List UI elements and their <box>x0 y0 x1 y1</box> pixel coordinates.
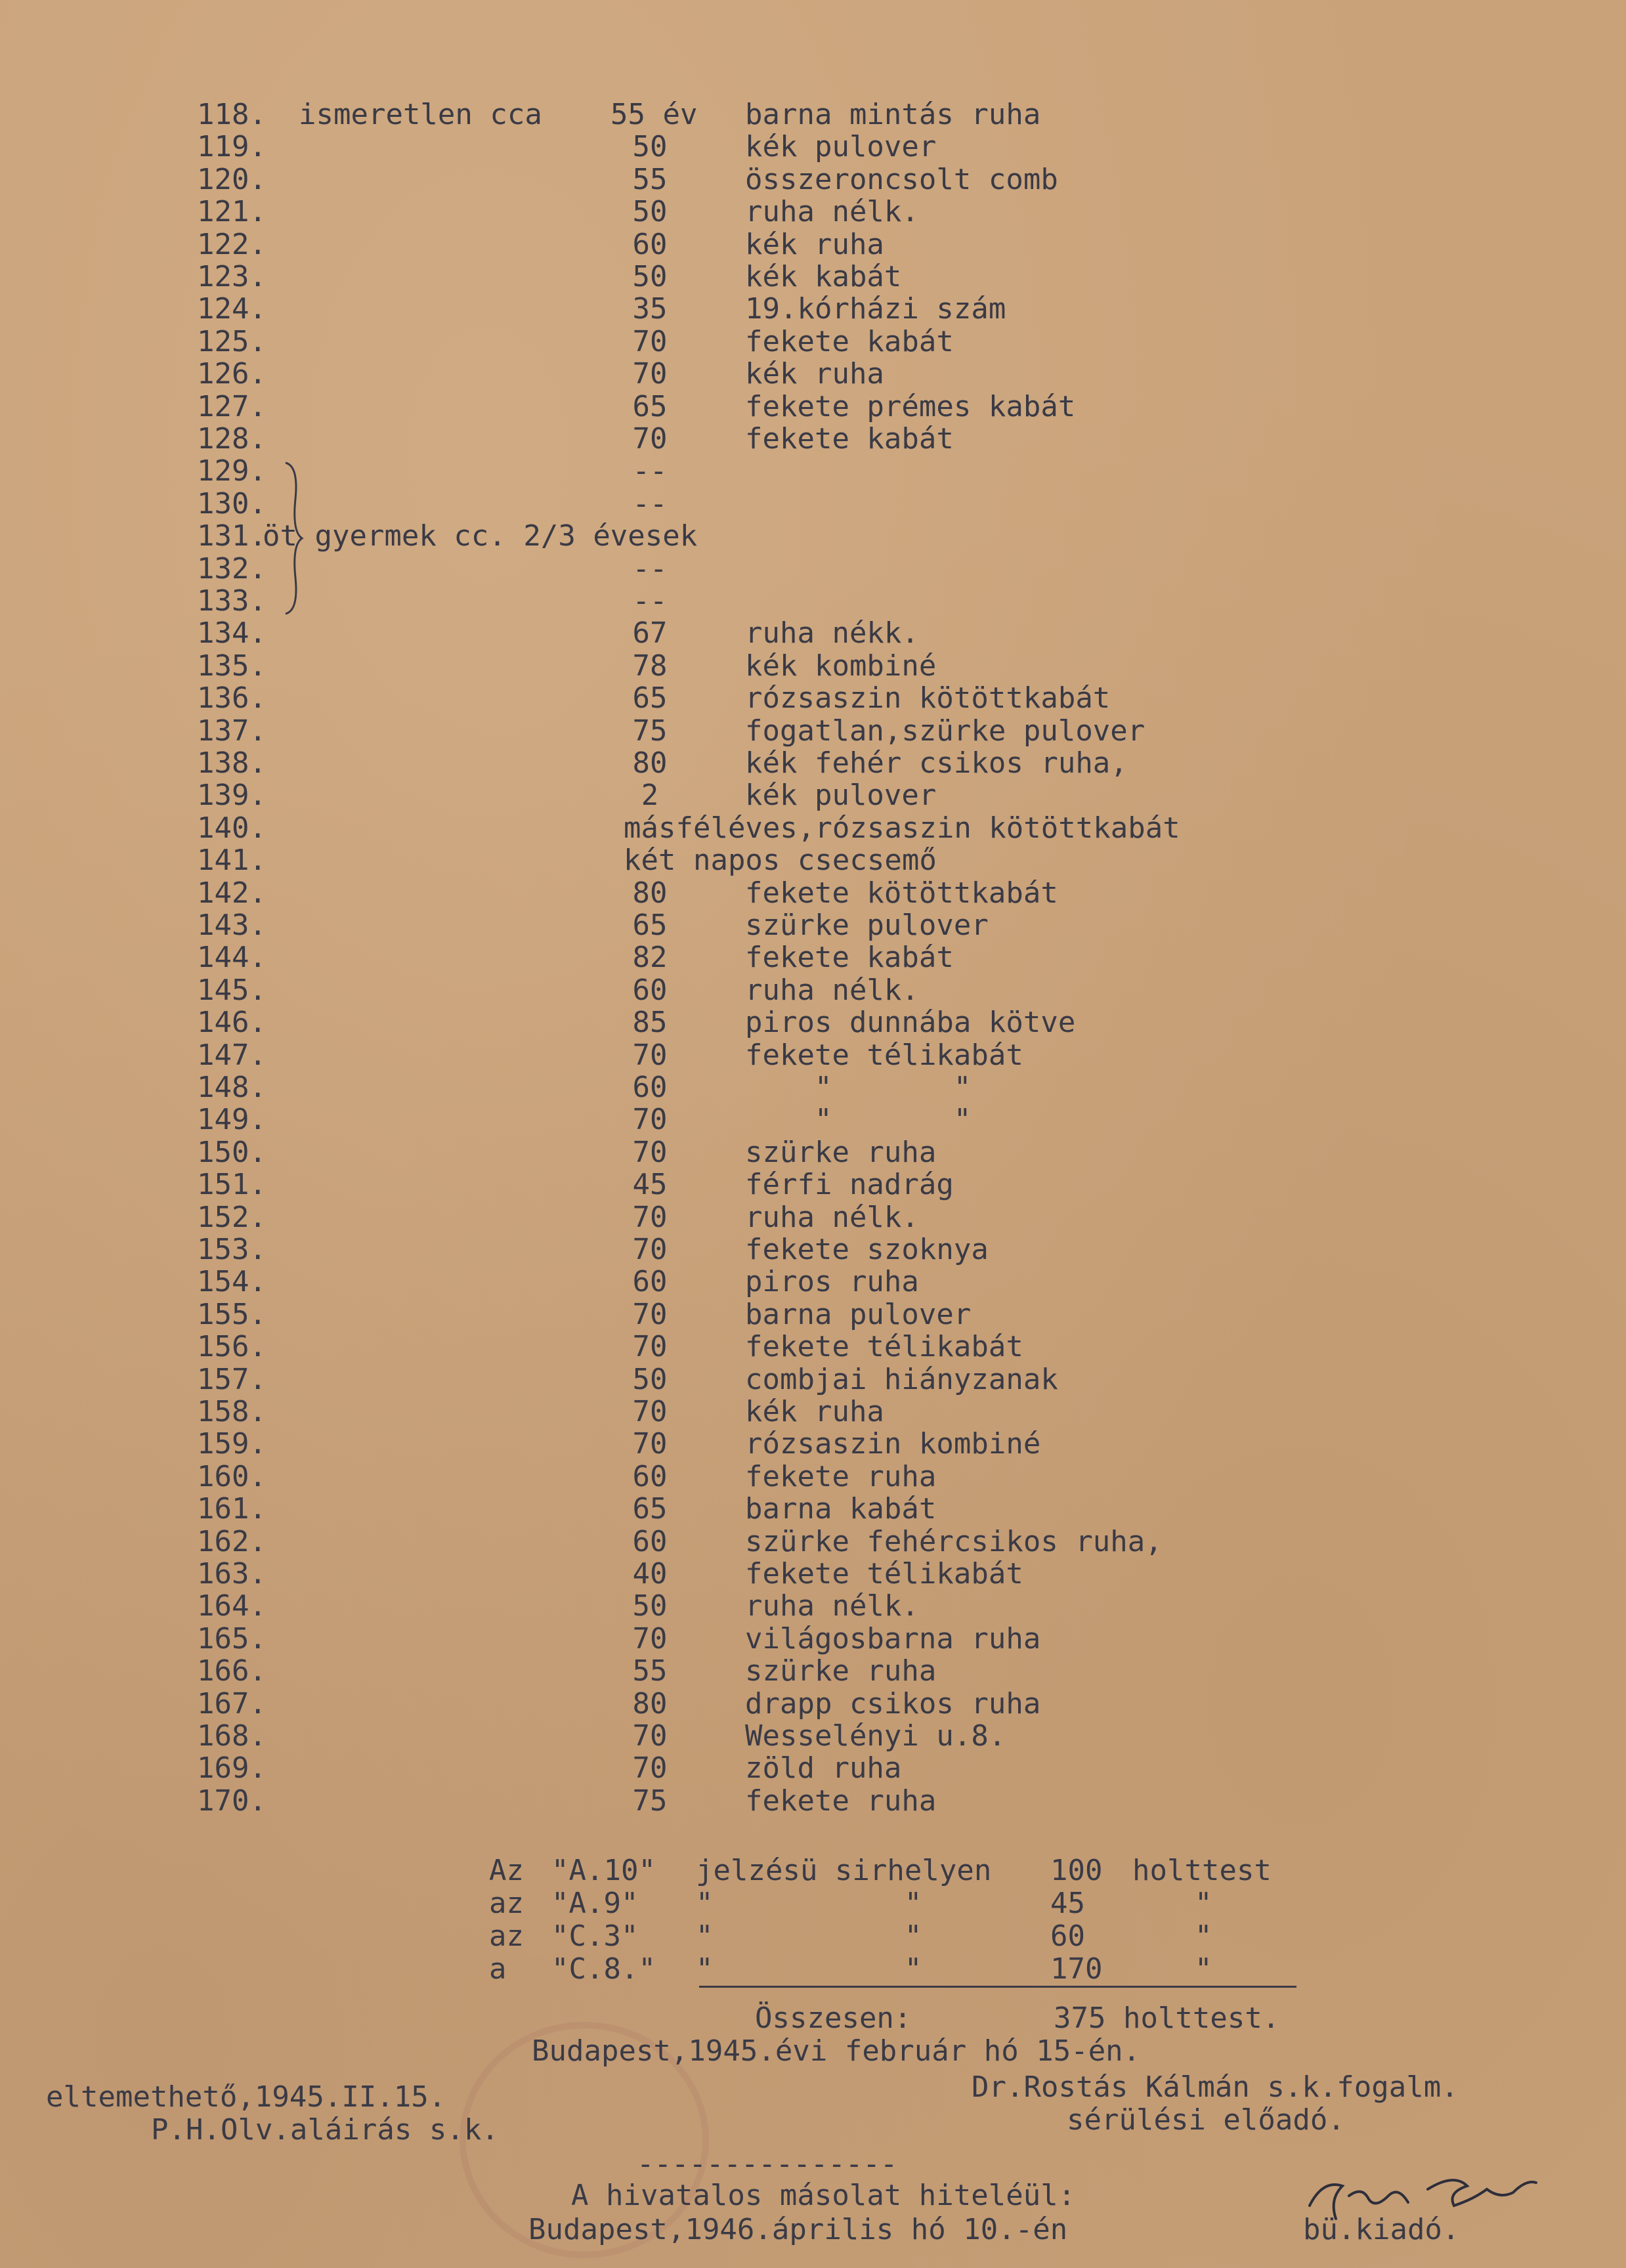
entry-number: 128. <box>197 422 267 456</box>
entry-description: drapp csikos ruha <box>745 1687 1041 1721</box>
entry-age: -- <box>632 454 668 488</box>
entry-name: öt gyermek cc. 2/3 évesek <box>263 519 698 553</box>
entry-number: 137. <box>197 714 267 748</box>
total-value: 375 holttest. <box>1054 2001 1280 2035</box>
copy-certification: A hivatalos másolat hiteléül: <box>571 2179 1076 2212</box>
summary-prefix: az <box>489 1887 524 1920</box>
entry-age: 55 <box>632 1654 668 1688</box>
entry-number: 122. <box>197 228 267 261</box>
summary-label: " " <box>696 1887 922 1920</box>
entry-description: zöld ruha <box>745 1751 902 1785</box>
total-label: Összesen: <box>755 2001 912 2035</box>
entry-number: 166. <box>197 1654 267 1688</box>
entry-number: 160. <box>197 1460 267 1493</box>
summary-count: 45 <box>1050 1887 1085 1920</box>
entry-description: fekete szoknya <box>745 1233 989 1266</box>
entry-age: 60 <box>632 1525 668 1558</box>
summary-label: jelzésü sirhelyen <box>696 1854 992 1887</box>
copy-date: Budapest,1946.április hó 10.-én <box>528 2213 1068 2246</box>
entry-age: 60 <box>632 1265 668 1298</box>
bracket-mark <box>282 460 309 617</box>
entry-description: szürke ruha <box>745 1654 937 1688</box>
entry-number: 134. <box>197 616 267 650</box>
entry-description: rózsaszin kötöttkabát <box>745 681 1111 715</box>
entry-description: fekete kabát <box>745 941 954 974</box>
entry-number: 158. <box>197 1395 267 1428</box>
entry-age: 65 <box>632 390 668 423</box>
entry-number: 170. <box>197 1784 267 1818</box>
entry-number: 169. <box>197 1751 267 1785</box>
entry-description: másféléves,rózsaszin kötöttkabát <box>624 811 1180 845</box>
summary-site: "C.8." <box>551 1952 656 1986</box>
entry-number: 148. <box>197 1071 267 1104</box>
entry-age: 70 <box>632 1395 668 1428</box>
summary-unit: " <box>1195 1919 1212 1953</box>
entry-description: ruha nékk. <box>745 616 919 650</box>
entry-number: 165. <box>197 1622 267 1656</box>
entry-number: 159. <box>197 1427 267 1461</box>
summary-rule <box>699 1986 1296 1988</box>
entry-age: 70 <box>632 325 668 358</box>
entry-age: 55 <box>632 163 668 196</box>
entry-description: fekete ruha <box>745 1784 937 1818</box>
summary-unit: " <box>1195 1887 1212 1920</box>
entry-description: szürke fehércsikos ruha, <box>745 1525 1163 1558</box>
summary-prefix: a <box>489 1952 507 1986</box>
entry-age: 60 <box>632 228 668 261</box>
entry-description: " " <box>745 1103 972 1136</box>
entry-description: kék ruha <box>745 1395 884 1428</box>
separator-dashes: --------------- <box>637 2147 898 2181</box>
drafter-line: Dr.Rostás Kálmán s.k.fogalm. <box>972 2070 1459 2104</box>
entry-number: 153. <box>197 1233 267 1266</box>
summary-site: "A.9" <box>551 1887 639 1920</box>
entry-age: 50 <box>632 130 668 163</box>
entry-age: 85 <box>632 1006 668 1039</box>
entry-number: 124. <box>197 292 267 326</box>
entry-number: 126. <box>197 357 267 391</box>
entry-age: 65 <box>632 909 668 942</box>
entry-description: rózsaszin kombiné <box>745 1427 1041 1461</box>
drafter-title: sérülési előadó. <box>1067 2103 1345 2137</box>
entry-age: 70 <box>632 1719 668 1753</box>
entry-number: 145. <box>197 974 267 1007</box>
entry-number: 147. <box>197 1038 267 1072</box>
entry-description: szürke pulover <box>745 909 989 942</box>
entry-age: 70 <box>632 1201 668 1234</box>
entry-description: ruha nélk. <box>745 1589 919 1623</box>
entry-description: fekete télikabát <box>745 1038 1023 1072</box>
entry-number: 157. <box>197 1363 267 1396</box>
entry-age: 60 <box>632 974 668 1007</box>
entry-age: 50 <box>632 1363 668 1396</box>
entry-age: 80 <box>632 876 668 910</box>
date-line: Budapest,1945.évi február hó 15-én. <box>532 2034 1141 2068</box>
entry-description: férfi nadrág <box>745 1168 954 1201</box>
entry-number: 131. <box>197 519 267 553</box>
entry-description: fekete kabát <box>745 325 954 358</box>
entry-age: 60 <box>632 1071 668 1104</box>
entry-description: ruha nélk. <box>745 974 919 1007</box>
entry-number: 136. <box>197 681 267 715</box>
entry-number: 168. <box>197 1719 267 1753</box>
entry-age: 70 <box>632 1622 668 1656</box>
entry-number: 146. <box>197 1006 267 1039</box>
entry-description: ruha nélk. <box>745 1201 919 1234</box>
entry-number: 135. <box>197 649 267 683</box>
entry-age: 70 <box>632 357 668 391</box>
entry-number: 155. <box>197 1298 267 1331</box>
entry-description: " " <box>745 1071 972 1104</box>
entry-age: 75 <box>632 714 668 748</box>
entry-age: 50 <box>632 195 668 228</box>
entry-age: 78 <box>632 649 668 683</box>
entry-number: 121. <box>197 195 267 228</box>
entry-age: 70 <box>632 1103 668 1136</box>
entry-number: 149. <box>197 1103 267 1136</box>
entry-age: 80 <box>632 1687 668 1721</box>
entry-description: fekete kötöttkabát <box>745 876 1058 910</box>
entry-description: fekete télikabát <box>745 1557 1023 1591</box>
entry-number: 156. <box>197 1330 267 1363</box>
entry-age: 75 <box>632 1784 668 1818</box>
entry-description: kék kabát <box>745 260 902 293</box>
entry-description: összeroncsolt comb <box>745 163 1058 196</box>
summary-label: " " <box>696 1919 922 1953</box>
entry-description: kék ruha <box>745 357 884 391</box>
entry-description: szürke ruha <box>745 1136 937 1169</box>
entry-number: 130. <box>197 487 267 521</box>
entry-description: kék pulover <box>745 779 937 812</box>
entry-number: 139. <box>197 779 267 812</box>
entry-description: piros ruha <box>745 1265 919 1298</box>
entry-age: 70 <box>632 1751 668 1785</box>
entry-age: 65 <box>632 1492 668 1526</box>
entry-age: 60 <box>632 1460 668 1493</box>
entry-age: 70 <box>632 1233 668 1266</box>
entry-description: barna mintás ruha <box>745 98 1041 131</box>
entry-number: 133. <box>197 584 267 618</box>
entry-age: 70 <box>632 1298 668 1331</box>
signature-note: P.H.Olv.aláirás s.k. <box>151 2113 499 2147</box>
entry-description: kék kombiné <box>745 649 937 683</box>
entry-number: 163. <box>197 1557 267 1591</box>
entry-description: fekete télikabát <box>745 1330 1023 1363</box>
entry-number: 127. <box>197 390 267 423</box>
entry-number: 120. <box>197 163 267 196</box>
summary-unit: " <box>1195 1952 1212 1986</box>
entry-description: kék pulover <box>745 130 937 163</box>
entry-number: 118. <box>197 98 267 131</box>
entry-number: 129. <box>197 454 267 488</box>
summary-count: 170 <box>1050 1952 1103 1986</box>
entry-age: 55 év <box>610 98 698 131</box>
summary-site: "C.3" <box>551 1919 639 1953</box>
entry-age: 82 <box>632 941 668 974</box>
entry-age: 35 <box>632 292 668 326</box>
entry-age: 80 <box>632 746 668 780</box>
entry-number: 138. <box>197 746 267 780</box>
issuer-label: bü.kiadó. <box>1303 2213 1460 2246</box>
entry-number: 125. <box>197 325 267 358</box>
entry-age: 45 <box>632 1168 668 1201</box>
entry-age: 70 <box>632 1136 668 1169</box>
entry-description: fekete prémes kabát <box>745 390 1076 423</box>
entry-description: ruha nélk. <box>745 195 919 228</box>
entry-age: 70 <box>632 422 668 456</box>
entry-age: 50 <box>632 260 668 293</box>
entry-age: 70 <box>632 1038 668 1072</box>
entry-description: fekete kabát <box>745 422 954 456</box>
entry-age: 70 <box>632 1427 668 1461</box>
entry-description: fogatlan,szürke pulover <box>745 714 1145 748</box>
entry-description: barna pulover <box>745 1298 972 1331</box>
entry-description: barna kabát <box>745 1492 937 1526</box>
entry-number: 144. <box>197 941 267 974</box>
entry-number: 140. <box>197 811 267 845</box>
entry-age: 40 <box>632 1557 668 1591</box>
burial-permit-note: eltemethető,1945.II.15. <box>46 2080 446 2114</box>
entry-age: 2 <box>641 779 659 812</box>
entry-age: 67 <box>632 616 668 650</box>
entry-age: -- <box>632 552 668 586</box>
entry-number: 154. <box>197 1265 267 1298</box>
summary-count: 100 <box>1050 1854 1103 1887</box>
summary-label: " " <box>696 1952 922 1986</box>
entry-number: 162. <box>197 1525 267 1558</box>
summary-prefix: Az <box>489 1854 524 1887</box>
entry-description: világosbarna ruha <box>745 1622 1041 1656</box>
entry-number: 150. <box>197 1136 267 1169</box>
entry-description: két napos csecsemő <box>624 844 937 877</box>
entry-description: kék fehér csikos ruha, <box>745 746 1128 780</box>
entry-description: combjai hiányzanak <box>745 1363 1058 1396</box>
entry-number: 151. <box>197 1168 267 1201</box>
entry-number: 143. <box>197 909 267 942</box>
summary-unit: holttest <box>1132 1854 1272 1887</box>
entry-number: 141. <box>197 844 267 877</box>
entry-description: fekete ruha <box>745 1460 937 1493</box>
handwritten-signature <box>1303 2160 1546 2238</box>
entry-age: -- <box>632 584 668 618</box>
entry-number: 132. <box>197 552 267 586</box>
summary-count: 60 <box>1050 1919 1085 1953</box>
entry-age: 70 <box>632 1330 668 1363</box>
entry-number: 152. <box>197 1201 267 1234</box>
entry-age: 65 <box>632 681 668 715</box>
summary-prefix: az <box>489 1919 524 1953</box>
entry-number: 142. <box>197 876 267 910</box>
entry-number: 167. <box>197 1687 267 1721</box>
entry-number: 119. <box>197 130 267 163</box>
entry-name: ismeretlen cca <box>299 98 542 131</box>
entry-number: 164. <box>197 1589 267 1623</box>
entry-description: 19.kórházi szám <box>745 292 1006 326</box>
entry-description: kék ruha <box>745 228 884 261</box>
entry-description: piros dunnába kötve <box>745 1006 1076 1039</box>
entry-number: 161. <box>197 1492 267 1526</box>
summary-site: "A.10" <box>551 1854 656 1887</box>
entry-age: 50 <box>632 1589 668 1623</box>
entry-description: Wesselényi u.8. <box>745 1719 1006 1753</box>
entry-number: 123. <box>197 260 267 293</box>
entry-age: -- <box>632 487 668 521</box>
